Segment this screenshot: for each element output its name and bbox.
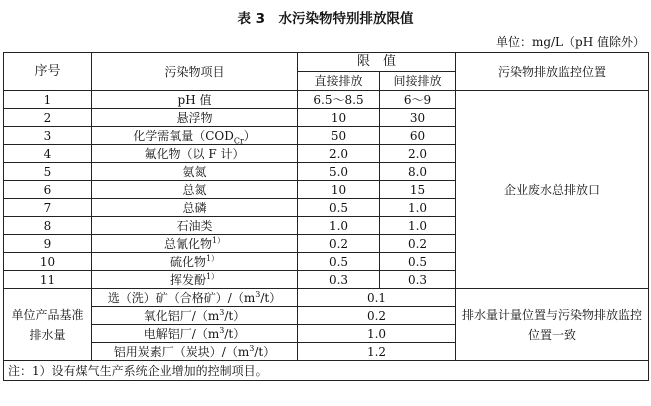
direct-value: 10 [298, 181, 380, 199]
indirect-value: 6～9 [380, 91, 456, 109]
baseline-monitor: 排水量计量位置与污染物排放监控位置一致 [456, 289, 649, 361]
row-number: 2 [4, 109, 92, 127]
indirect-value: 0.5 [380, 253, 456, 271]
header-pollutant: 污染物项目 [92, 53, 298, 91]
indirect-value: 60 [380, 127, 456, 145]
indirect-value: 2.0 [380, 145, 456, 163]
header-indirect: 间接排放 [380, 72, 456, 91]
indirect-value: 1.0 [380, 217, 456, 235]
pollutant-name: 总磷 [92, 199, 298, 217]
row-number: 3 [4, 127, 92, 145]
pollutant-name: 石油类 [92, 217, 298, 235]
indirect-value: 8.0 [380, 163, 456, 181]
direct-value: 6.5～8.5 [298, 91, 380, 109]
pollutant-name: 总氰化物$^{1)}$ [92, 235, 298, 253]
row-number: 4 [4, 145, 92, 163]
direct-value: 10 [298, 109, 380, 127]
emission-limits-table [3, 52, 649, 381]
baseline-value: 1.2 [298, 343, 456, 361]
row-number: 8 [4, 217, 92, 235]
indirect-value: 15 [380, 181, 456, 199]
direct-value: 0.5 [298, 253, 380, 271]
baseline-item: 氧化铝厂$/(m^3/t)$ [92, 307, 298, 325]
indirect-value: 1.0 [380, 199, 456, 217]
baseline-value: 0.2 [298, 307, 456, 325]
row-number: 10 [4, 253, 92, 271]
direct-value: 5.0 [298, 163, 380, 181]
baseline-item: 电解铝厂$/(m^3/t)$ [92, 325, 298, 343]
header-seq: 序号 [4, 53, 92, 91]
indirect-value: 0.3 [380, 271, 456, 289]
row-number: 9 [4, 235, 92, 253]
pollutant-name: 氨氮 [92, 163, 298, 181]
table-row [4, 91, 649, 109]
pollutant-name: 硫化物$^{1)}$ [92, 253, 298, 271]
baseline-label: 单位产品基准排水量 [4, 289, 92, 361]
direct-value: 2.0 [298, 145, 380, 163]
pollutant-name: 氟化物（以 F 计） [92, 145, 298, 163]
baseline-item: 选（洗）矿（合格矿）$/(m^3/t)$ [92, 289, 298, 307]
row-number: 5 [4, 163, 92, 181]
direct-value: 50 [298, 127, 380, 145]
row-number: 6 [4, 181, 92, 199]
table-footnote: 注：1）设有煤气生产系统企业增加的控制项目。 [4, 361, 649, 381]
direct-value: 0.5 [298, 199, 380, 217]
table-row [4, 289, 649, 307]
monitor-location: 企业废水总排放口 [456, 91, 649, 289]
pollutant-name: pH 值 [92, 91, 298, 109]
row-number: 11 [4, 271, 92, 289]
direct-value: 0.3 [298, 271, 380, 289]
direct-value: 1.0 [298, 217, 380, 235]
indirect-value: 0.2 [380, 235, 456, 253]
row-number: 1 [4, 91, 92, 109]
baseline-item: 铝用炭素厂（炭块）$/(m^3/t)$ [92, 343, 298, 361]
pollutant-name: 总氮 [92, 181, 298, 199]
indirect-value: 30 [380, 109, 456, 127]
direct-value: 0.2 [298, 235, 380, 253]
baseline-value: 0.1 [298, 289, 456, 307]
baseline-value: 1.0 [298, 325, 456, 343]
pollutant-name: 悬浮物 [92, 109, 298, 127]
row-number: 7 [4, 199, 92, 217]
pollutant-name: 挥发酚$^{1)}$ [92, 271, 298, 289]
unit-note: 单位：mg/L（pH 值除外） [495, 35, 645, 49]
table-title: 表 3 水污染物特别排放限值 [237, 11, 414, 27]
header-monitor: 污染物排放监控位置 [456, 53, 649, 91]
header-direct: 直接排放 [298, 72, 380, 91]
pollutant-name: 化学需氧量$(COD_{Cr})$ [92, 127, 298, 145]
header-limit: 限 值 [298, 53, 456, 72]
